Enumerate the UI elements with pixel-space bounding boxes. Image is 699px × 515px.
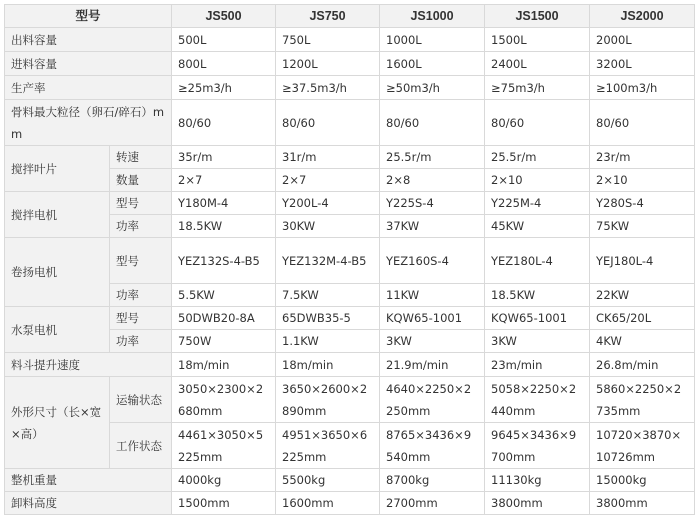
cell-value: 2×10 [485,169,590,192]
cell-value: 18m/min [172,353,276,377]
cell-value: 4000kg [172,469,276,492]
cell-value: 1600mm [276,492,380,515]
cell-value: 22KW [590,284,695,307]
row-group-label: 卷扬电机 [5,238,110,307]
cell-value: 800L [172,52,276,76]
row-sublabel: 数量 [110,169,172,192]
cell-value: 3800mm [590,492,695,515]
cell-value: 5860×2250×2735mm [590,377,695,423]
row-label: 整机重量 [5,469,172,492]
cell-value: 26.8m/min [590,353,695,377]
cell-value: 45KW [485,215,590,238]
cell-value: KQW65-1001 [380,307,485,330]
row-sublabel: 运输状态 [110,377,172,423]
cell-value: YEZ132M-4-B5 [276,238,380,284]
cell-value: 35r/m [172,146,276,169]
cell-value: YEJ180L-4 [590,238,695,284]
cell-value: KQW65-1001 [485,307,590,330]
row-sublabel: 型号 [110,238,172,284]
cell-value: 50DWB20-8A [172,307,276,330]
cell-value: 4461×3050×5225mm [172,423,276,469]
row-group-label: 搅拌叶片 [5,146,110,192]
cell-value: 15000kg [590,469,695,492]
cell-value: 1200L [276,52,380,76]
model-header: JS2000 [590,5,695,28]
table-row [5,307,695,330]
row-sublabel: 型号 [110,192,172,215]
row-sublabel: 型号 [110,307,172,330]
cell-value: YEZ160S-4 [380,238,485,284]
cell-value: 11130kg [485,469,590,492]
table-row [5,76,695,100]
cell-value: 2×7 [172,169,276,192]
cell-value: 750W [172,330,276,353]
header-row [5,5,695,28]
model-header: JS500 [172,5,276,28]
spec-table [4,4,695,515]
cell-value: 65DWB35-5 [276,307,380,330]
cell-value: 2000L [590,28,695,52]
cell-value: 2×7 [276,169,380,192]
cell-value: 4951×3650×6225mm [276,423,380,469]
cell-value: CK65/20L [590,307,695,330]
cell-value: 5500kg [276,469,380,492]
row-sublabel: 功率 [110,284,172,307]
table-row [5,100,695,146]
table-row [5,146,695,169]
row-sublabel: 功率 [110,215,172,238]
cell-value: 500L [172,28,276,52]
cell-value: YEZ180L-4 [485,238,590,284]
table-row [5,492,695,515]
cell-value: 1500mm [172,492,276,515]
cell-value: 3650×2600×2890mm [276,377,380,423]
row-label: 进料容量 [5,52,172,76]
cell-value: 8700kg [380,469,485,492]
cell-value: Y280S-4 [590,192,695,215]
cell-value: ≥37.5m3/h [276,76,380,100]
cell-value: 3KW [485,330,590,353]
cell-value: 21.9m/min [380,353,485,377]
cell-value: Y180M-4 [172,192,276,215]
header-label: 型号 [5,5,172,28]
row-group-label: 搅拌电机 [5,192,110,238]
table-row [5,238,695,284]
cell-value: Y225M-4 [485,192,590,215]
cell-value: ≥100m3/h [590,76,695,100]
row-label: 生产率 [5,76,172,100]
cell-value: 3200L [590,52,695,76]
cell-value: 31r/m [276,146,380,169]
row-label: 料斗提升速度 [5,353,172,377]
cell-value: 37KW [380,215,485,238]
cell-value: 4KW [590,330,695,353]
table-row [5,469,695,492]
cell-value: 5.5KW [172,284,276,307]
cell-value: 1000L [380,28,485,52]
row-sublabel: 转速 [110,146,172,169]
cell-value: 2700mm [380,492,485,515]
cell-value: 2×10 [590,169,695,192]
cell-value: 7.5KW [276,284,380,307]
row-label: 出料容量 [5,28,172,52]
row-group-label: 水泵电机 [5,307,110,353]
cell-value: 3KW [380,330,485,353]
cell-value: 3050×2300×2680mm [172,377,276,423]
cell-value: 1600L [380,52,485,76]
table-row [5,192,695,215]
cell-value: 5058×2250×2440mm [485,377,590,423]
cell-value: YEZ132S-4-B5 [172,238,276,284]
cell-value: 1500L [485,28,590,52]
cell-value: 18m/min [276,353,380,377]
table-row [5,377,695,423]
row-group-label: 外形尺寸（长×宽×高） [5,377,110,469]
cell-value: 80/60 [590,100,695,146]
cell-value: 30KW [276,215,380,238]
cell-value: 25.5r/m [380,146,485,169]
model-header: JS1500 [485,5,590,28]
cell-value: 80/60 [276,100,380,146]
cell-value: 9645×3436×9700mm [485,423,590,469]
cell-value: 23m/min [485,353,590,377]
cell-value: 75KW [590,215,695,238]
cell-value: 80/60 [485,100,590,146]
cell-value: 80/60 [380,100,485,146]
cell-value: ≥25m3/h [172,76,276,100]
row-label: 骨料最大粒径（卵石/碎石）mm [5,100,172,146]
cell-value: 2×8 [380,169,485,192]
cell-value: 18.5KW [485,284,590,307]
cell-value: 23r/m [590,146,695,169]
model-header: JS1000 [380,5,485,28]
cell-value: 3800mm [485,492,590,515]
cell-value: 80/60 [172,100,276,146]
table-row [5,353,695,377]
cell-value: Y225S-4 [380,192,485,215]
cell-value: ≥75m3/h [485,76,590,100]
cell-value: 1.1KW [276,330,380,353]
cell-value: 11KW [380,284,485,307]
cell-value: 4640×2250×2250mm [380,377,485,423]
cell-value: Y200L-4 [276,192,380,215]
cell-value: 25.5r/m [485,146,590,169]
cell-value: 8765×3436×9540mm [380,423,485,469]
cell-value: ≥50m3/h [380,76,485,100]
cell-value: 2400L [485,52,590,76]
table-row [5,28,695,52]
model-header: JS750 [276,5,380,28]
table-row [5,52,695,76]
cell-value: 750L [276,28,380,52]
cell-value: 10720×3870×10726mm [590,423,695,469]
cell-value: 18.5KW [172,215,276,238]
row-sublabel: 功率 [110,330,172,353]
row-sublabel: 工作状态 [110,423,172,469]
row-label: 卸料高度 [5,492,172,515]
